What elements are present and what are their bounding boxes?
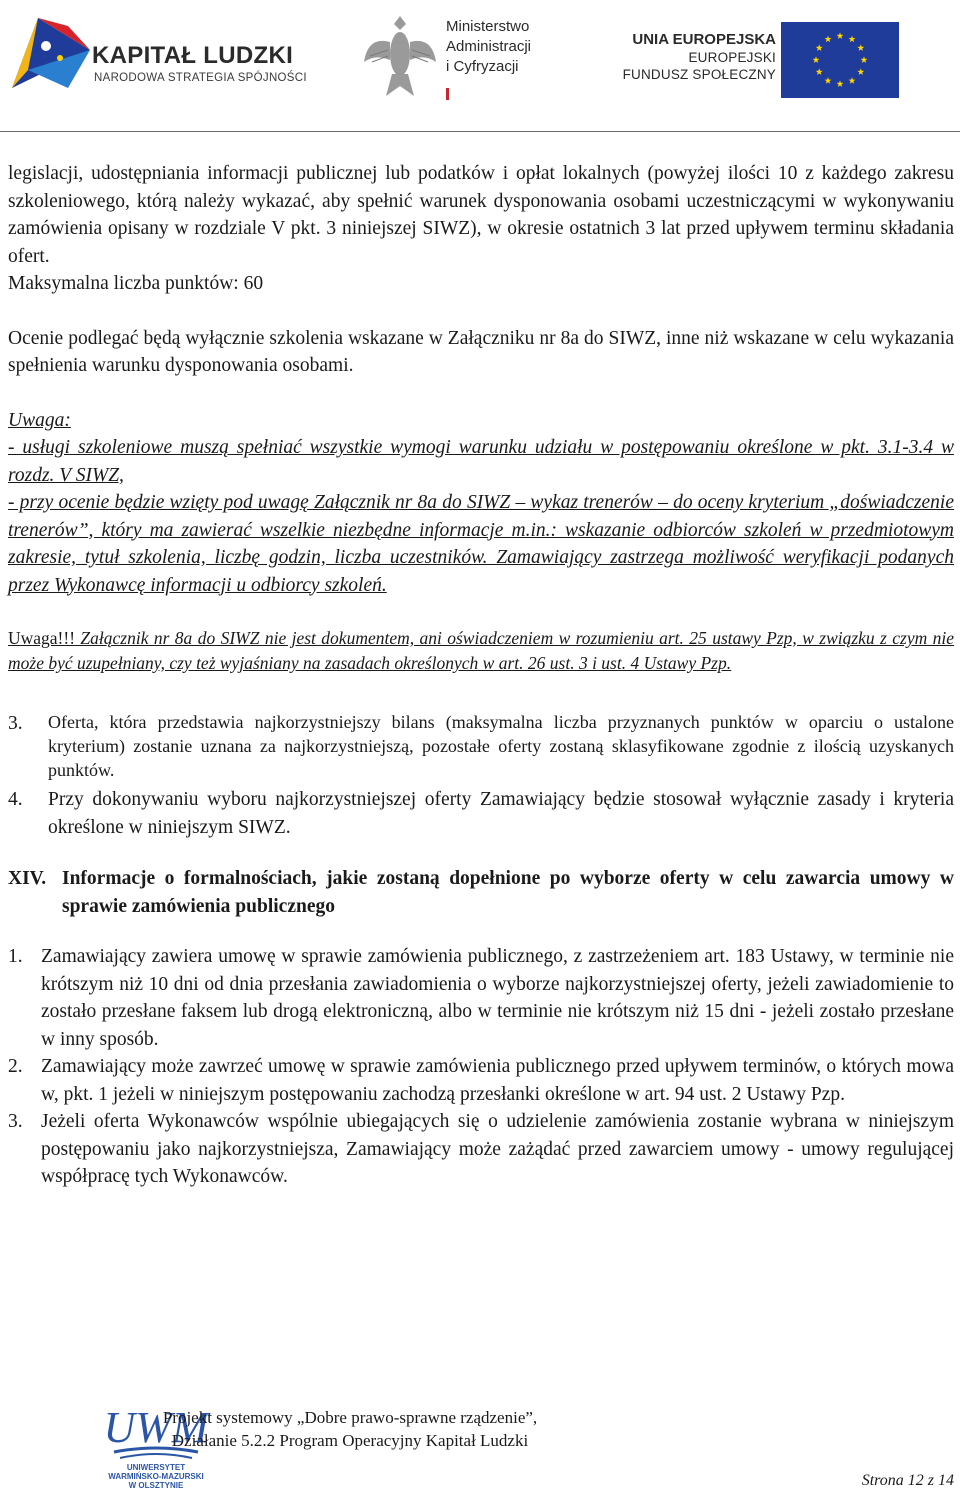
evaluation-points-list: [8, 710, 954, 841]
formalities-list: [8, 943, 954, 1191]
kapital-ludzki-logo: [8, 10, 98, 105]
list-item-text: Przy dokonywaniu wyboru najkorzystniejszej oferty Zamawiający będzie stosował wyłącznie zasady i kryteria określone w niniejszym SIWZ.: [48, 789, 954, 838]
uwm-line-3: W OLSZTYNIE: [128, 1481, 184, 1490]
ministry-accent-bar: [446, 88, 449, 100]
document-body: [8, 160, 954, 1191]
list-item-number: 1.: [8, 946, 23, 967]
list-item: [8, 710, 954, 782]
list-item-text: Jeżeli oferta Wykonawców wspólnie ubiegających się o udzielenie zamówienia zostanie wybrana w niniejszym postępowaniu jako najkorzystniejsza, Zamawiający może zażądać przed zawarciem umowy - umowy regulującej współpracę tych Wykonawców.: [41, 1111, 954, 1187]
list-item-number: 4.: [8, 789, 23, 810]
page-header: [0, 0, 960, 132]
section-title: Informacje o formalnościach, jakie zostaną dopełnione po wyborze oferty w celu zawarcia umowy w sprawie zamówienia publicznego: [62, 868, 954, 917]
project-line-1: Projekt systemowy „Dobre prawo-sprawne rządzenie”,: [162, 1408, 538, 1427]
uwaga-annex-note: [8, 626, 954, 676]
list-item: [8, 1108, 954, 1191]
svg-text:UWM: UWM: [103, 1403, 209, 1452]
uwaga-label: Uwaga:: [8, 409, 71, 431]
kapital-ludzki-subtitle: NARODOWA STRATEGIA SPÓJNOŚCI: [94, 72, 307, 84]
assessment-paragraph: Ocenie podlegać będą wyłącznie szkolenia wskazane w Załączniku nr 8a do SIWZ, inne niż wskazane w celu wykazania spełnienia warunku dysponowania osobami.: [8, 327, 954, 376]
uwaga-requirements-line: - usługi szkoleniowe muszą spełniać wszystkie wymogi warunku udziału w postępowaniu określone w pkt. 3.1-3.4 w rozdz. V SIWZ,: [8, 437, 954, 486]
eu-fund-name: UNIA EUROPEJSKA EUROPEJSKI FUNDUSZ SPOŁECZNY: [622, 31, 776, 82]
ministry-name: Ministerstwo Administracji i Cyfryzacji: [446, 18, 532, 75]
uwaga-annex-label: Uwaga!!!: [8, 628, 76, 648]
section-heading: [8, 865, 954, 920]
kapital-ludzki-title: KAPITAŁ LUDZKI: [92, 42, 294, 69]
list-item-number: 3.: [8, 1111, 23, 1132]
page-number: Strona 12 z 14: [861, 1472, 954, 1489]
list-item: [8, 786, 954, 841]
list-item: [8, 943, 954, 1053]
uwm-line-1: UNIWERSYTET: [126, 1463, 186, 1472]
header-divider: [0, 131, 960, 132]
uwm-line-2: WARMIŃSKO-MAZURSKI: [108, 1472, 204, 1481]
uwaga-trainers-line: - przy ocenie będzie wzięty pod uwagę Załącznik nr 8a do SIWZ – wykaz trenerów – do oceny kryterium „doświadczenie trenerów”, który ma zawierać wszelkie niezbędne informacje m.in.: wskazanie odbiorców szkoleń w przedmiotowym zakresie, tytuł szkolenia, liczbę godzin, liczba uczestników. Zamawiający zastrzega możliwość weryfikacji podanych przez Wykonawcę informacji u odbiorcy szkoleń.: [8, 492, 954, 596]
list-item-text: Zamawiający może zawrzeć umowę w sprawie zamówienia publicznego przed upływem terminów, o których mowa w, pkt. 1 jeżeli w niniejszym postępowaniu zachodzą przesłanki określone w art. 94 ust. 2 Ustawy Pzp.: [41, 1056, 954, 1105]
eu-flag-icon: [781, 22, 899, 98]
uwaga-annex-text: Załącznik nr 8a do SIWZ nie jest dokumentem, ani oświadczeniem w rozumieniu art. 25 ustawy Pzp, w związku z czym nie może być uzupełniany, czy też wyjaśniany na zasadach określonych w art. 26 ust. 3 i ust. 4 Ustawy Pzp.: [8, 628, 954, 673]
list-item: [8, 1053, 954, 1108]
list-item-number: 3.: [8, 713, 23, 734]
list-item-number: 2.: [8, 1056, 23, 1077]
project-footer: [10, 1406, 690, 1452]
intro-paragraph: legislacji, udostępniania informacji publicznej lub podatków i opłat lokalnych (powyżej ilości 10 z każdego zakresu szkoleniowego, którą należy wykazać, aby spełnić warunek dysponowania osobami uczestniczącymi w wykonywaniu zamówienia opisany w rozdziale V pkt. 3 niniejszej SIWZ), w okresie ostatnich 3 lat przed upływem terminu składania ofert.: [8, 163, 954, 267]
list-item-text: Zamawiający zawiera umowę w sprawie zamówienia publicznego, z zastrzeżeniem art. 183 Ustawy, w terminie nie krótszym niż 10 dni od dnia przesłania zawiadomienia o wyborze najkorzystniejszej oferty, jeżeli zawiadomienie to zostało przesłane faksem lub drogą elektroniczną, albo w terminie nie krótszym niż 15 dni - jeżeli zostało przesłane w inny sposób.: [41, 946, 954, 1050]
section-number: XIV.: [8, 868, 47, 889]
project-line-2: Działanie 5.2.2 Program Operacyjny Kapitał Ludzki: [171, 1431, 529, 1450]
list-item-text: Oferta, która przedstawia najkorzystniejszy bilans (maksymalna liczba przyznanych punktów w oparciu o ustalone kryterium) zostanie uznana za najkorzystniejszą, pozostałe oferty zostaną sklasyfikowane zgodnie z ilością uzyskanych punktów.: [48, 712, 954, 780]
max-points-line: Maksymalna liczba punktów: 60: [8, 273, 264, 294]
polish-eagle-emblem-icon: [360, 6, 440, 106]
